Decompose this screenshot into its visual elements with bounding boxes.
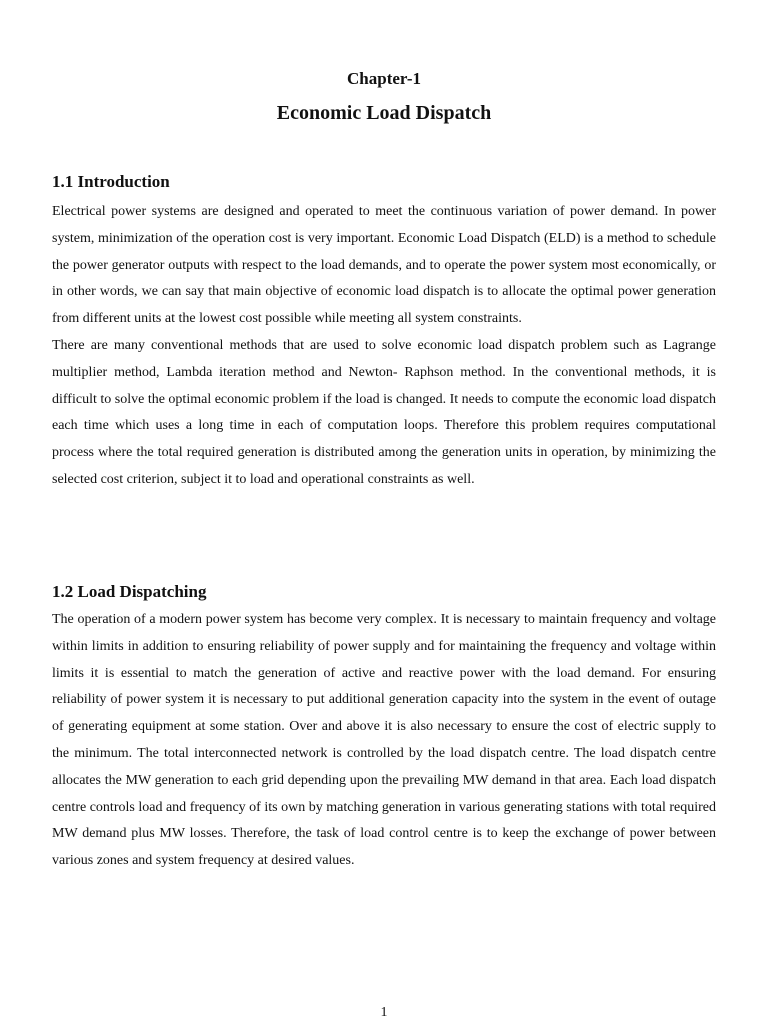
paragraph: There are many conventional methods that are used to solve economic load dispatch problem such as Lagrange multiplier method, Lambda iteration method and Newton- Raphson method. In the conventional methods, it is difficult to solve the optimal economic problem if the load is changed. It needs to compute the economic load dispatch each time which uses a long time in each of computation loops. Therefore this problem requires computational process where the total required generation is distributed among the generation units in operation, by minimizing the selected cost criterion, subject it to load and operational constraints as well. [52, 337, 716, 487]
page-number: 1 [380, 1005, 388, 1020]
chapter-title: Economic Load Dispatch [276, 102, 492, 124]
section-heading-load-dispatching: 1.2 Load Dispatching [52, 582, 207, 601]
section-body-introduction [52, 199, 716, 494]
paragraph: The operation of a modern power system has become very complex. It is necessary to maintain frequency and voltage within limits in addition to ensuring reliability of power supply and for maintaining the frequency and voltage within limits it is essential to match the generation of active and reactive power with the load demand. For ensuring reliability of power system it is necessary to put additional generation capacity into the system in the event of outage of generating equipment at some station. Over and above it is also necessary to ensure the cost of electric supply to the minimum. The total interconnected network is controlled by the load dispatch centre. The load dispatch centre allocates the MW generation to each grid depending upon the prevailing MW demand in that area. Each load dispatch centre controls load and frequency of its own by matching generation in various generating stations with total required MW demand plus MW losses. Therefore, the task of load control centre is to keep the exchange of power between various zones and system frequency at desired values. [52, 612, 716, 869]
paragraph: Electrical power systems are designed and operated to meet the continuous variation of power demand. In power system, minimization of the operation cost is very important. Economic Load Dispatch (ELD) is a method to schedule the power generator outputs with respect to the load demands, and to operate the power system most economically, or in other words, we can say that main objective of economic load dispatch is to allocate the optimal power generation from different units at the lowest cost possible while meeting all system constraints. [52, 204, 716, 327]
section-heading-introduction: 1.1 Introduction [52, 172, 170, 191]
chapter-label: Chapter-1 [347, 69, 421, 88]
document-page [52, 0, 716, 1024]
section-body-load-dispatching [52, 607, 716, 875]
